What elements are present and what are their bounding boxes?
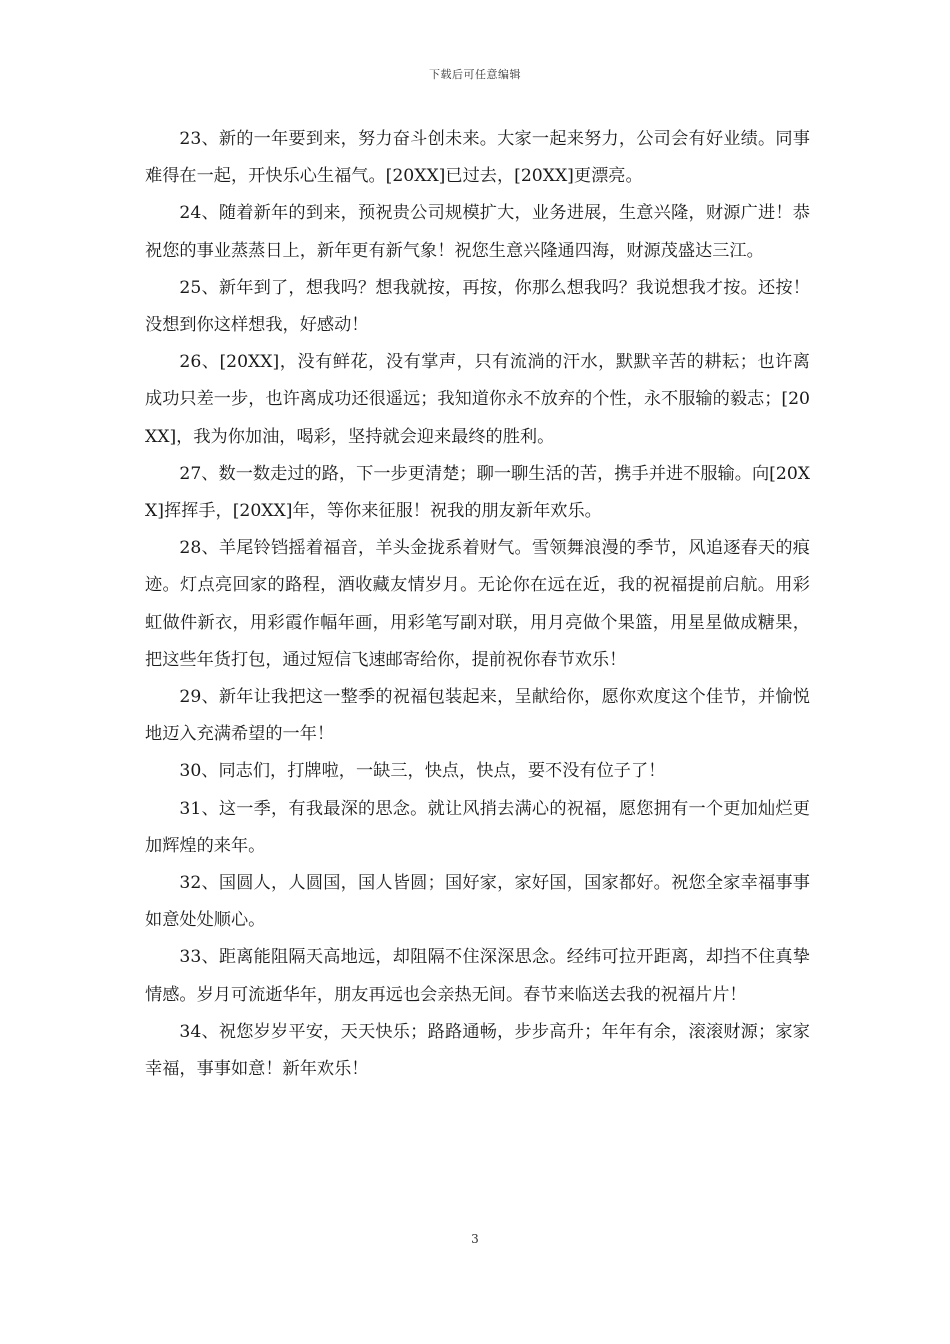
paragraph-32: 32、国圆人，人圆国，国人皆圆；国好家，家好国，国家都好。祝您全家幸福事事如意处处顺心。 bbox=[145, 873, 810, 931]
paragraph-33: 33、距离能阻隔天高地远，却阻隔不住深深思念。经纬可拉开距离，却挡不住真挚情感。岁月可流逝华年，朋友再远也会亲热无间。春节来临送去我的祝福片片！ bbox=[145, 947, 810, 1005]
page-header: 下载后可任意编辑 bbox=[429, 68, 521, 81]
paragraph-28: 28、羊尾铃铛摇着福音，羊头金拢系着财气。雪领舞浪漫的季节，风追逐春天的痕迹。灯点亮回家的路程，酒收藏友情岁月。无论你在远在近，我的祝福提前启航。用彩虹做件新衣，用彩霞作幅年画，用彩笔写副对联，用月亮做个果篮，用星星做成糖果，把这些年货打包，通过短信飞速邮寄给你，提前祝你春节欢乐！ bbox=[145, 538, 810, 670]
paragraph-27: 27、数一数走过的路，下一步更清楚；聊一聊生活的苦，携手并进不服输。向[20XX]挥挥手，[20XX]年，等你来征服！祝我的朋友新年欢乐。 bbox=[145, 463, 810, 522]
document-body bbox=[145, 121, 810, 1088]
paragraph-23: 23、新的一年要到来，努力奋斗创未来。大家一起来努力，公司会有好业绩。同事难得在一起，开快乐心生福气。[20XX]已过去，[20XX]更漂亮。 bbox=[145, 129, 810, 187]
paragraph-31: 31、这一季，有我最深的思念。就让风捎去满心的祝福，愿您拥有一个更加灿烂更加辉煌的来年。 bbox=[145, 798, 810, 856]
paragraph-25: 25、新年到了，想我吗？想我就按，再按，你那么想我吗？我说想我才按。还按！没想到你这样想我，好感动！ bbox=[145, 277, 810, 336]
paragraph-26: 26、[20XX]，没有鲜花，没有掌声，只有流淌的汗水，默默辛苦的耕耘；也许离成功只差一步，也许离成功还很遥远；我知道你永不放弃的个性，永不服输的毅志；[20XX]，我为你加油，喝彩，坚持就会迎来最终的胜利。 bbox=[145, 352, 810, 447]
paragraph-30: 30、同志们，打牌啦，一缺三，快点，快点，要不没有位子了！ bbox=[179, 761, 666, 782]
page-number: 3 bbox=[471, 1232, 479, 1246]
paragraph-29: 29、新年让我把这一整季的祝福包装起来，呈献给你，愿你欢度这个佳节，并愉悦地迈入充满希望的一年！ bbox=[145, 687, 810, 745]
paragraph-24: 24、随着新年的到来，预祝贵公司规模扩大，业务进展，生意兴隆，财源广进！恭祝您的事业蒸蒸日上，新年更有新气象！祝您生意兴隆通四海，财源茂盛达三江。 bbox=[145, 203, 810, 261]
paragraph-34: 34、祝您岁岁平安，天天快乐；路路通畅，步步高升；年年有余，滚滚财源；家家幸福，事事如意！新年欢乐！ bbox=[145, 1021, 810, 1080]
